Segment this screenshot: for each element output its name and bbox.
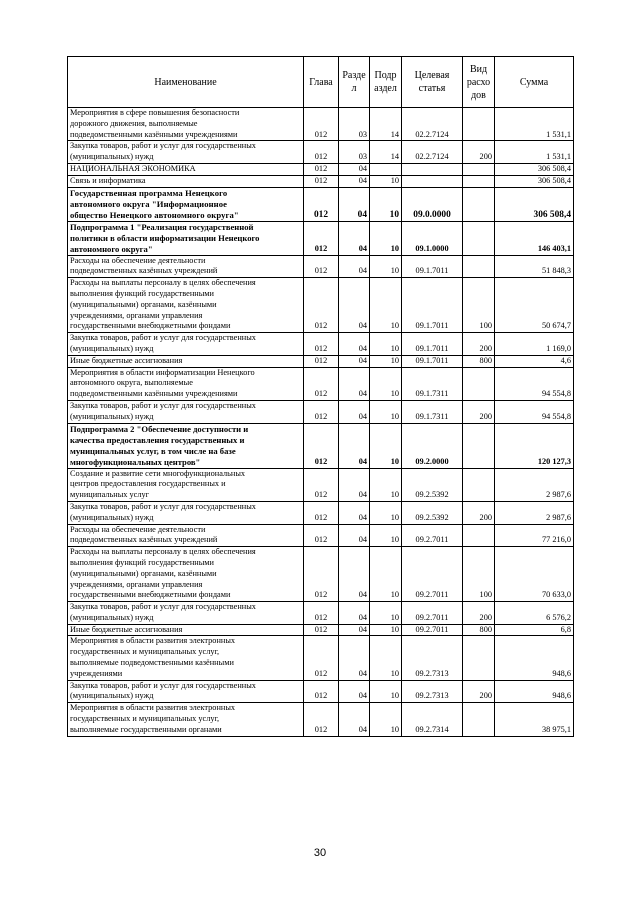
cell-podrazdel: 10 — [370, 400, 402, 423]
header-glava: Глава — [304, 57, 339, 108]
cell-glava: 012 — [304, 423, 339, 468]
cell-vid — [463, 221, 495, 255]
table-row — [68, 680, 574, 703]
cell-statya: 09.1.7011 — [402, 333, 463, 356]
cell-glava: 012 — [304, 680, 339, 703]
cell-statya: 09.2.7011 — [402, 547, 463, 602]
cell-summa: 94 554,8 — [495, 367, 574, 400]
cell-vid: 100 — [463, 547, 495, 602]
cell-razdel: 04 — [339, 524, 370, 547]
cell-summa: 2 987,6 — [495, 468, 574, 501]
cell-razdel: 03 — [339, 108, 370, 141]
cell-podrazdel: 14 — [370, 108, 402, 141]
cell-summa: 6 576,2 — [495, 602, 574, 625]
table-row — [68, 624, 574, 636]
table-row — [68, 703, 574, 736]
cell-vid: 100 — [463, 278, 495, 333]
cell-podrazdel: 10 — [370, 423, 402, 468]
cell-summa: 1 169,0 — [495, 333, 574, 356]
cell-summa: 4,6 — [495, 355, 574, 367]
cell-razdel: 04 — [339, 423, 370, 468]
cell-razdel: 03 — [339, 141, 370, 164]
cell-statya — [402, 163, 463, 175]
table-row — [68, 602, 574, 625]
header-razdel: Разде л — [339, 57, 370, 108]
cell-vid — [463, 187, 495, 221]
cell-statya: 09.2.5392 — [402, 468, 463, 501]
cell-statya: 09.1.7011 — [402, 255, 463, 278]
cell-statya: 09.2.7011 — [402, 624, 463, 636]
budget-table — [67, 56, 574, 737]
cell-podrazdel: 10 — [370, 624, 402, 636]
cell-vid: 200 — [463, 602, 495, 625]
cell-statya — [402, 175, 463, 187]
cell-podrazdel: 10 — [370, 636, 402, 680]
cell-razdel: 04 — [339, 187, 370, 221]
cell-podrazdel: 10 — [370, 175, 402, 187]
table-row — [68, 333, 574, 356]
cell-vid: 200 — [463, 400, 495, 423]
cell-name: Мероприятия в сфере повышения безопасности дорожного движения, выполняемые подведомственными казёнными учреждениями — [68, 108, 304, 141]
cell-glava: 012 — [304, 547, 339, 602]
cell-summa: 306 508,4 — [495, 163, 574, 175]
cell-glava: 012 — [304, 400, 339, 423]
cell-statya: 09.1.7311 — [402, 400, 463, 423]
header-name: Наименование — [68, 57, 304, 108]
table-row — [68, 163, 574, 175]
cell-razdel: 04 — [339, 602, 370, 625]
cell-name: Расходы на выплаты персоналу в целях обеспечения выполнения функций государственными (муниципальными) органами, казёнными учреждениями, органами управления государственными внебюджетными фондами — [68, 278, 304, 333]
cell-podrazdel: 10 — [370, 602, 402, 625]
header-summa: Сумма — [495, 57, 574, 108]
cell-razdel: 04 — [339, 703, 370, 736]
cell-name: Иные бюджетные ассигнования — [68, 355, 304, 367]
cell-vid: 200 — [463, 501, 495, 524]
cell-statya: 09.2.0000 — [402, 423, 463, 468]
cell-podrazdel: 10 — [370, 278, 402, 333]
cell-vid — [463, 524, 495, 547]
cell-name: Мероприятия в области развития электронных государственных и муниципальных услуг, выполняемые государственными органами — [68, 703, 304, 736]
cell-statya: 09.1.0000 — [402, 221, 463, 255]
cell-podrazdel: 10 — [370, 255, 402, 278]
cell-statya: 09.0.0000 — [402, 187, 463, 221]
cell-name: Расходы на выплаты персоналу в целях обеспечения выполнения функций государственными (муниципальными) органами, казёнными учреждениями, органами управления государственными внебюджетными фондами — [68, 547, 304, 602]
cell-summa: 51 848,3 — [495, 255, 574, 278]
cell-summa: 306 508,4 — [495, 175, 574, 187]
cell-podrazdel: 14 — [370, 141, 402, 164]
cell-summa: 1 531,1 — [495, 141, 574, 164]
table-row — [68, 400, 574, 423]
cell-summa: 70 633,0 — [495, 547, 574, 602]
header-podrazdel: Подр аздел — [370, 57, 402, 108]
cell-podrazdel: 10 — [370, 221, 402, 255]
table-header — [68, 57, 574, 108]
table-row — [68, 221, 574, 255]
table-row — [68, 278, 574, 333]
cell-summa: 50 674,7 — [495, 278, 574, 333]
cell-podrazdel: 10 — [370, 547, 402, 602]
cell-name: Создание и развитие сети многофункциональных центров предоставления государственных и муниципальных услуг — [68, 468, 304, 501]
table-row — [68, 423, 574, 468]
cell-razdel: 04 — [339, 680, 370, 703]
cell-podrazdel: 10 — [370, 501, 402, 524]
cell-statya: 09.2.5392 — [402, 501, 463, 524]
cell-statya: 02.2.7124 — [402, 141, 463, 164]
cell-razdel: 04 — [339, 355, 370, 367]
cell-name: Мероприятия в области развития электронных государственных и муниципальных услуг, выполняемые подведомственными казёнными учреждениями — [68, 636, 304, 680]
cell-name: Закупка товаров, работ и услуг для государственных (муниципальных) нужд — [68, 400, 304, 423]
cell-name: Связь и информатика — [68, 175, 304, 187]
cell-podrazdel: 10 — [370, 703, 402, 736]
table-body — [68, 108, 574, 737]
table-row — [68, 355, 574, 367]
cell-name: Подпрограмма 1 "Реализация государственной политики в области информатизации Ненецкого автономного округа" — [68, 221, 304, 255]
cell-razdel: 04 — [339, 255, 370, 278]
cell-vid — [463, 367, 495, 400]
cell-glava: 012 — [304, 602, 339, 625]
cell-statya: 02.2.7124 — [402, 108, 463, 141]
cell-razdel: 04 — [339, 400, 370, 423]
cell-vid — [463, 108, 495, 141]
cell-summa: 2 987,6 — [495, 501, 574, 524]
cell-glava: 012 — [304, 187, 339, 221]
cell-summa: 146 403,1 — [495, 221, 574, 255]
table-row — [68, 175, 574, 187]
cell-razdel: 04 — [339, 624, 370, 636]
cell-glava: 012 — [304, 501, 339, 524]
table-row — [68, 108, 574, 141]
cell-glava: 012 — [304, 175, 339, 187]
cell-name: Иные бюджетные ассигнования — [68, 624, 304, 636]
table-row — [68, 636, 574, 680]
cell-glava: 012 — [304, 255, 339, 278]
cell-name: НАЦИОНАЛЬНАЯ ЭКОНОМИКА — [68, 163, 304, 175]
cell-summa: 948,6 — [495, 636, 574, 680]
page-number: 30 — [313, 847, 327, 859]
cell-razdel: 04 — [339, 278, 370, 333]
cell-summa: 77 216,0 — [495, 524, 574, 547]
cell-statya: 09.2.7313 — [402, 680, 463, 703]
cell-statya: 09.1.7311 — [402, 367, 463, 400]
cell-statya: 09.1.7011 — [402, 278, 463, 333]
cell-name: Закупка товаров, работ и услуг для государственных (муниципальных) нужд — [68, 501, 304, 524]
cell-name: Закупка товаров, работ и услуг для государственных (муниципальных) нужд — [68, 680, 304, 703]
cell-name: Мероприятия в области информатизации Ненецкого автономного округа, выполняемые подведомственными казёнными учреждениями — [68, 367, 304, 400]
cell-vid — [463, 175, 495, 187]
table-row — [68, 468, 574, 501]
cell-statya: 09.2.7314 — [402, 703, 463, 736]
cell-summa: 948,6 — [495, 680, 574, 703]
cell-vid: 200 — [463, 333, 495, 356]
cell-statya: 09.1.7011 — [402, 355, 463, 367]
cell-summa: 306 508,4 — [495, 187, 574, 221]
header-vid: Вид расхо дов — [463, 57, 495, 108]
cell-glava: 012 — [304, 141, 339, 164]
cell-razdel: 04 — [339, 163, 370, 175]
cell-razdel: 04 — [339, 547, 370, 602]
cell-glava: 012 — [304, 524, 339, 547]
cell-vid — [463, 636, 495, 680]
cell-vid — [463, 423, 495, 468]
table-row — [68, 187, 574, 221]
table-row — [68, 367, 574, 400]
cell-razdel: 04 — [339, 175, 370, 187]
cell-glava: 012 — [304, 108, 339, 141]
cell-name: Закупка товаров, работ и услуг для государственных (муниципальных) нужд — [68, 141, 304, 164]
cell-vid — [463, 163, 495, 175]
cell-glava: 012 — [304, 636, 339, 680]
cell-vid: 200 — [463, 141, 495, 164]
cell-glava: 012 — [304, 468, 339, 501]
table-row — [68, 255, 574, 278]
cell-razdel: 04 — [339, 367, 370, 400]
cell-statya: 09.2.7011 — [402, 524, 463, 547]
header-row — [68, 57, 574, 108]
table-row — [68, 524, 574, 547]
cell-vid: 200 — [463, 680, 495, 703]
cell-vid: 800 — [463, 355, 495, 367]
cell-summa: 1 531,1 — [495, 108, 574, 141]
table-row — [68, 501, 574, 524]
table-row — [68, 141, 574, 164]
cell-vid: 800 — [463, 624, 495, 636]
table-row — [68, 547, 574, 602]
cell-razdel: 04 — [339, 501, 370, 524]
cell-summa: 120 127,3 — [495, 423, 574, 468]
cell-podrazdel — [370, 163, 402, 175]
cell-glava: 012 — [304, 355, 339, 367]
cell-glava: 012 — [304, 703, 339, 736]
cell-glava: 012 — [304, 278, 339, 333]
cell-razdel: 04 — [339, 636, 370, 680]
cell-podrazdel: 10 — [370, 367, 402, 400]
cell-name: Подпрограмма 2 "Обеспечение доступности и качества предоставления государственных и муниципальных услуг, в том числе на базе многофункциональных центров" — [68, 423, 304, 468]
header-statya: Целевая статья — [402, 57, 463, 108]
cell-statya: 09.2.7011 — [402, 602, 463, 625]
cell-name: Расходы на обеспечение деятельности подведомственных казённых учреждений — [68, 524, 304, 547]
cell-statya: 09.2.7313 — [402, 636, 463, 680]
cell-glava: 012 — [304, 333, 339, 356]
cell-glava: 012 — [304, 163, 339, 175]
cell-podrazdel: 10 — [370, 187, 402, 221]
cell-vid — [463, 255, 495, 278]
cell-razdel: 04 — [339, 468, 370, 501]
cell-razdel: 04 — [339, 333, 370, 356]
cell-podrazdel: 10 — [370, 524, 402, 547]
cell-name: Расходы на обеспечение деятельности подведомственных казённых учреждений — [68, 255, 304, 278]
cell-vid — [463, 703, 495, 736]
cell-glava: 012 — [304, 624, 339, 636]
cell-podrazdel: 10 — [370, 355, 402, 367]
cell-podrazdel: 10 — [370, 468, 402, 501]
cell-summa: 94 554,8 — [495, 400, 574, 423]
cell-podrazdel: 10 — [370, 333, 402, 356]
cell-vid — [463, 468, 495, 501]
cell-razdel: 04 — [339, 221, 370, 255]
cell-glava: 012 — [304, 367, 339, 400]
cell-name: Закупка товаров, работ и услуг для государственных (муниципальных) нужд — [68, 333, 304, 356]
cell-name: Закупка товаров, работ и услуг для государственных (муниципальных) нужд — [68, 602, 304, 625]
cell-podrazdel: 10 — [370, 680, 402, 703]
cell-name: Государственная программа Ненецкого автономного округа "Информационное общество Ненецкого автономного округа" — [68, 187, 304, 221]
cell-summa: 38 975,1 — [495, 703, 574, 736]
cell-summa: 6,8 — [495, 624, 574, 636]
cell-glava: 012 — [304, 221, 339, 255]
